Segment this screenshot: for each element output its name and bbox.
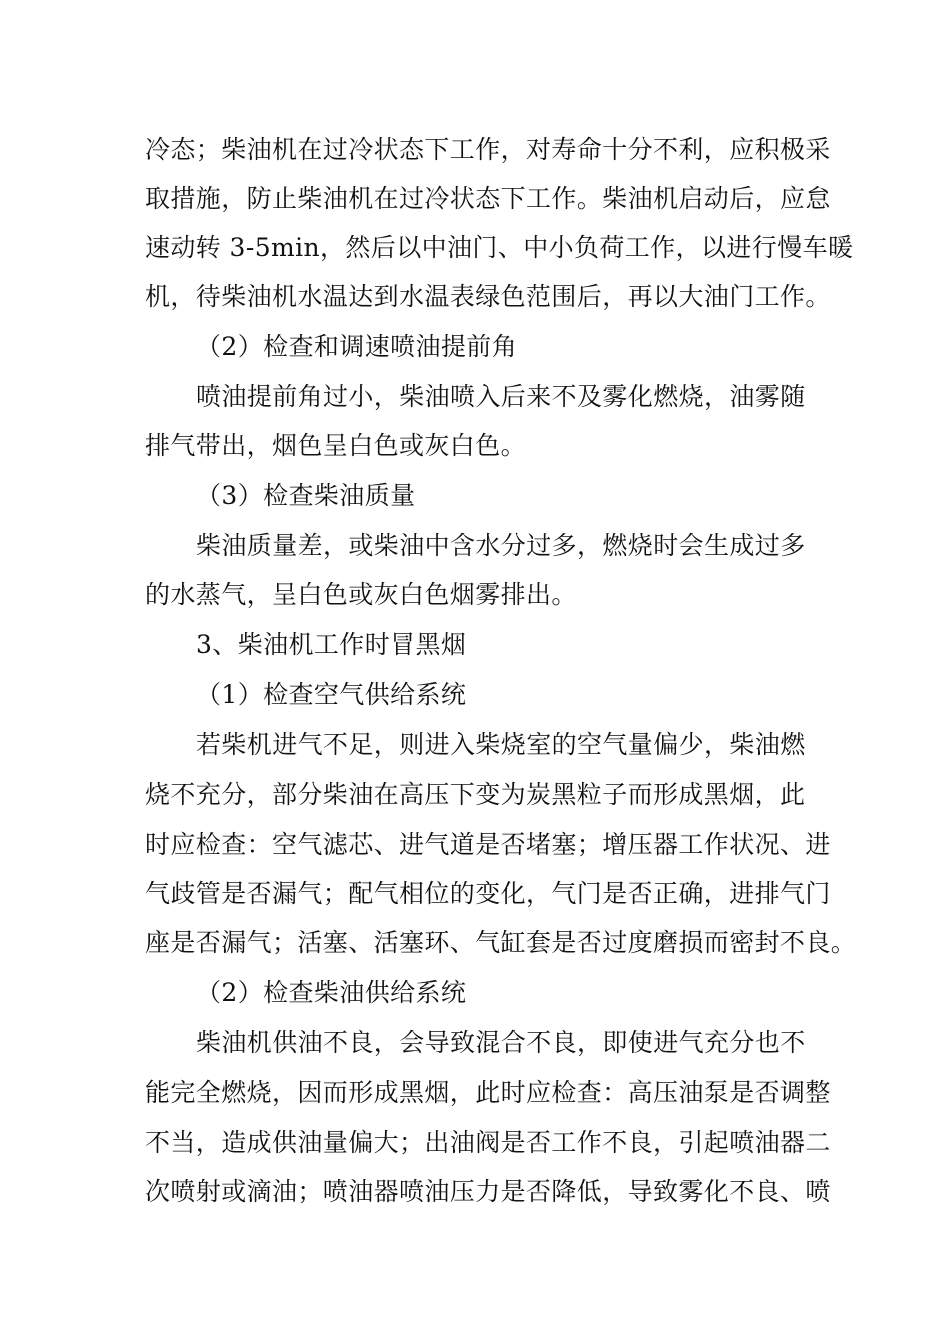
section-heading-black-smoke: 3、柴油机工作时冒黑烟 <box>196 630 467 659</box>
text-line-3: 速动转 3-5min，然后以中油门、中小负荷工作，以进行慢车暖 <box>145 233 854 262</box>
paragraph-line: 烧不充分，部分柴油在高压下变为炭黑粒子而形成黑烟，此 <box>145 780 806 809</box>
paragraph-line: 次喷射或滴油；喷油器喷油压力是否降低，导致雾化不良、喷 <box>145 1177 831 1206</box>
section-heading-2: （2）检查和调速喷油提前角 <box>196 332 518 361</box>
section-heading-air-supply: （1）检查空气供给系统 <box>196 680 467 709</box>
section-heading-3: （3）检查柴油质量 <box>196 481 416 510</box>
text-line-1: 冷态；柴油机在过冷状态下工作，对寿命十分不利，应积极采 <box>145 135 831 164</box>
paragraph-line: 时应检查：空气滤芯、进气道是否堵塞；增压器工作状况、进 <box>145 830 831 859</box>
text-line-4: 机，待柴油机水温达到水温表绿色范围后，再以大油门工作。 <box>145 282 831 311</box>
paragraph-line: 不当，造成供油量偏大；出油阀是否工作不良，引起喷油器二 <box>145 1128 831 1157</box>
paragraph-line: 能完全燃烧，因而形成黑烟，此时应检查：高压油泵是否调整 <box>145 1078 831 1107</box>
text-line-2: 取措施，防止柴油机在过冷状态下工作。柴油机启动后，应怠 <box>145 184 831 213</box>
paragraph-line: 排气带出，烟色呈白色或灰白色。 <box>145 431 527 460</box>
paragraph-line: 气歧管是否漏气；配气相位的变化，气门是否正确，进排气门 <box>145 879 831 908</box>
paragraph-line: 座是否漏气；活塞、活塞环、气缸套是否过度磨损而密封不良。 <box>145 928 857 957</box>
section-heading-fuel-supply: （2）检查柴油供给系统 <box>196 978 467 1007</box>
paragraph-line: 柴油质量差，或柴油中含水分过多，燃烧时会生成过多 <box>196 531 806 560</box>
paragraph-line: 喷油提前角过小，柴油喷入后来不及雾化燃烧，油雾随 <box>196 382 806 411</box>
paragraph-line: 柴油机供油不良，会导致混合不良，即使进气充分也不 <box>196 1028 806 1057</box>
paragraph-line: 若柴机进气不足，则进入柴烧室的空气量偏少，柴油燃 <box>196 730 806 759</box>
paragraph-line: 的水蒸气，呈白色或灰白色烟雾排出。 <box>145 580 577 609</box>
